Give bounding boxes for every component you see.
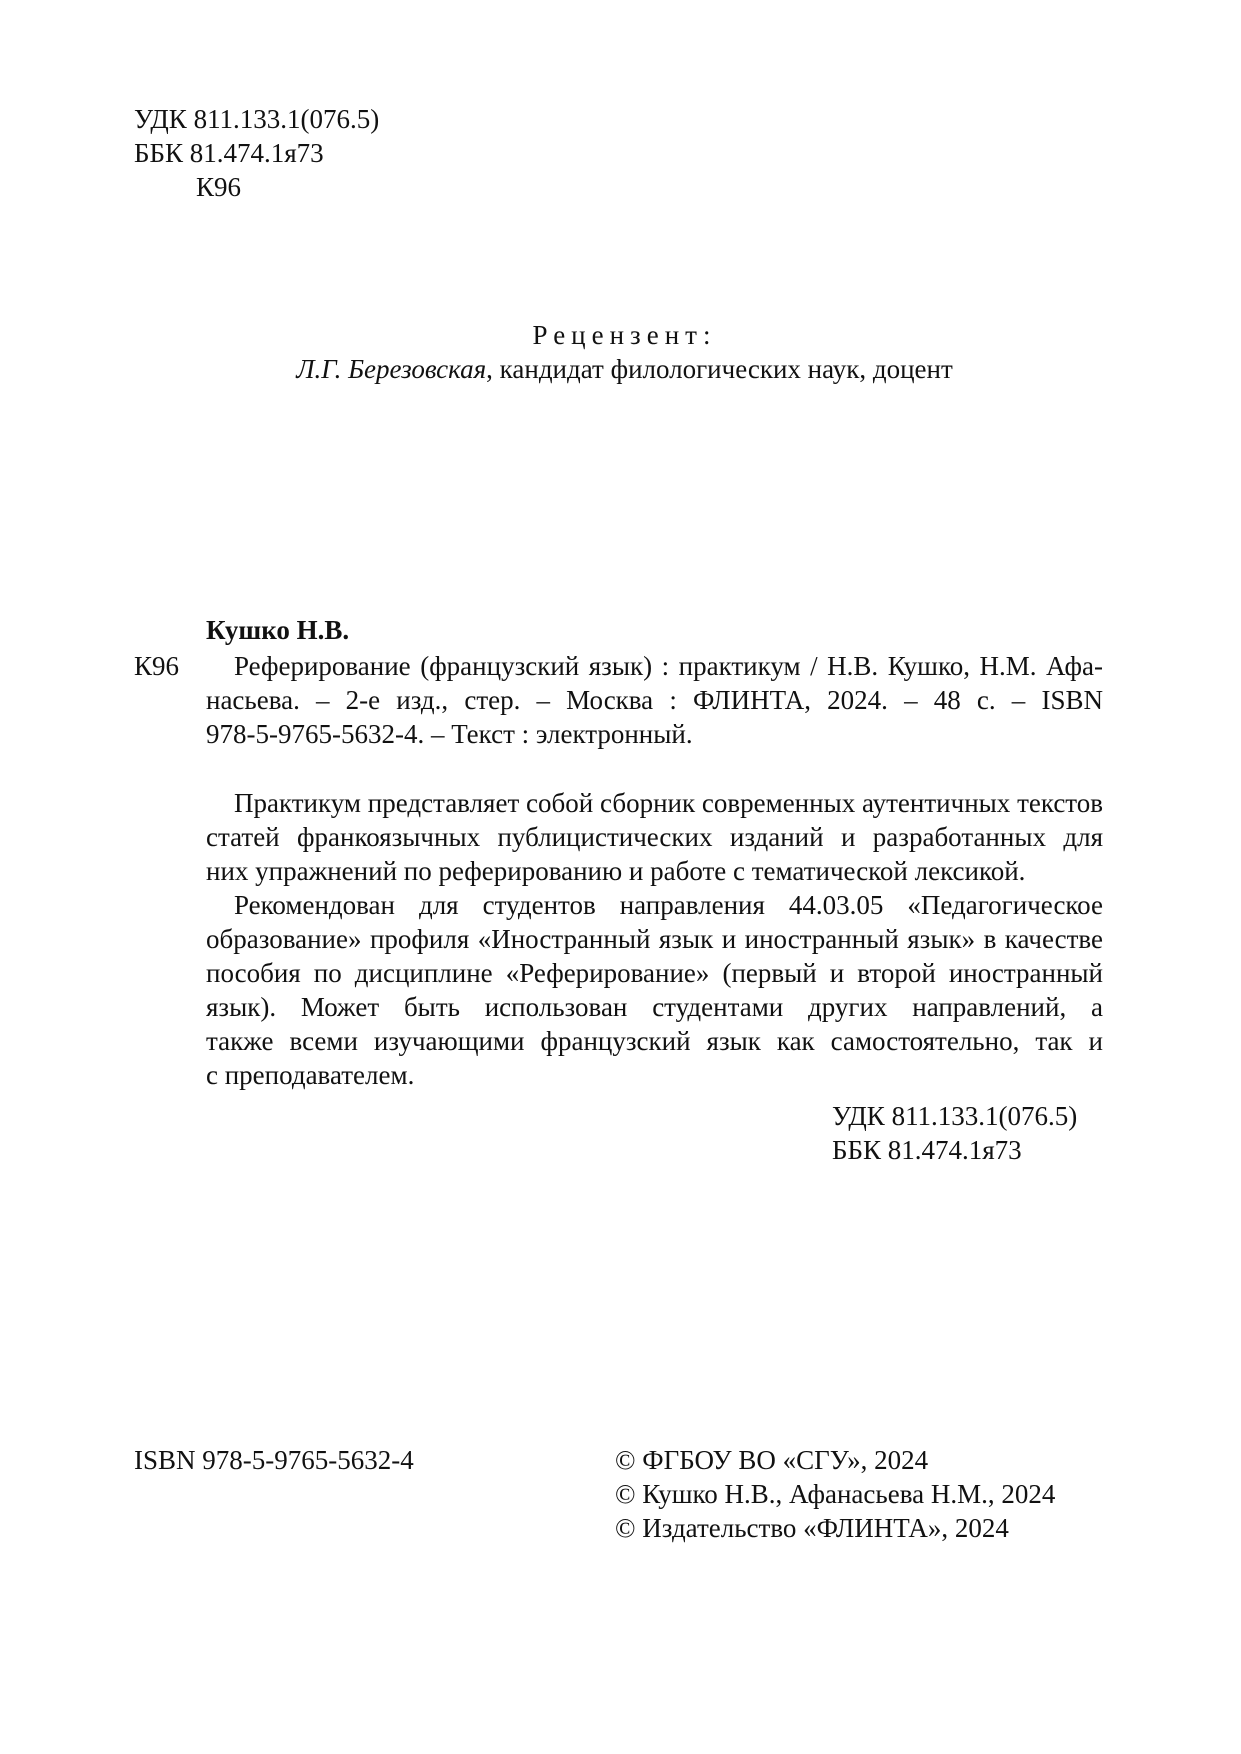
abstract-bbk: ББК 81.474.1я73 bbox=[832, 1135, 1022, 1165]
copyright-line: © Издательство «ФЛИНТА», 2024 bbox=[615, 1513, 1009, 1543]
abstract-line: также всеми изучающими французский язык как самостоятельно, так и bbox=[206, 1026, 1103, 1056]
abstract-udk: УДК 811.133.1(076.5) bbox=[832, 1101, 1078, 1131]
author-mark: К96 bbox=[196, 172, 242, 202]
author-name: Кушко Н.В. bbox=[206, 615, 350, 645]
reviewer-name: Л.Г. Березовская bbox=[296, 354, 487, 384]
bbk-code: ББК 81.474.1я73 bbox=[134, 138, 324, 168]
reviewer-title: Рецензент: bbox=[532, 320, 717, 350]
reviewer-block bbox=[0, 318, 1241, 386]
copyright-block bbox=[615, 1443, 1055, 1545]
classification-header bbox=[134, 102, 379, 204]
abstract bbox=[206, 786, 1103, 1092]
bibliography-line: Реферирование (французский язык) : практикум / Н.В. Кушко, Н.М. Афа- bbox=[234, 651, 1103, 681]
abstract-line: Рекомендован для студентов направления 44.03.05 «Педагогическое bbox=[234, 890, 1103, 920]
bibliography-mark: К96 bbox=[134, 651, 180, 681]
abstract-line: с преподавателем. bbox=[206, 1060, 415, 1090]
abstract-line: них упражнений по реферированию и работе с тематической лексикой. bbox=[206, 856, 1026, 886]
abstract-classification bbox=[832, 1099, 1077, 1167]
bibliography-record bbox=[206, 649, 1103, 751]
abstract-line: пособия по дисциплине «Реферирование» (первый и второй иностранный bbox=[206, 958, 1103, 988]
copyright-line: © Кушко Н.В., Афанасьева Н.М., 2024 bbox=[615, 1479, 1056, 1509]
udk-code: УДК 811.133.1(076.5) bbox=[134, 104, 380, 134]
bibliography-line: 978-5-9765-5632-4. – Текст : электронный. bbox=[206, 719, 693, 749]
isbn: ISBN 978-5-9765-5632-4 bbox=[134, 1445, 414, 1475]
abstract-line: статей франкоязычных публицистических изданий и разработанных для bbox=[206, 822, 1103, 852]
copyright-line: © ФГБОУ ВО «СГУ», 2024 bbox=[615, 1445, 929, 1475]
reviewer-line bbox=[0, 352, 1241, 386]
abstract-line: язык). Может быть использован студентами других направлений, а bbox=[206, 992, 1103, 1022]
reviewer-credentials: , кандидат филологических наук, доцент bbox=[486, 354, 953, 384]
abstract-line: Практикум представляет собой сборник современных аутентичных текстов bbox=[234, 788, 1103, 818]
bibliography-line: насьева. – 2-е изд., стер. – Москва : ФЛИНТА, 2024. – 48 с. – ISBN bbox=[206, 685, 1103, 715]
abstract-line: образование» профиля «Иностранный язык и иностранный язык» в качестве bbox=[206, 924, 1103, 954]
